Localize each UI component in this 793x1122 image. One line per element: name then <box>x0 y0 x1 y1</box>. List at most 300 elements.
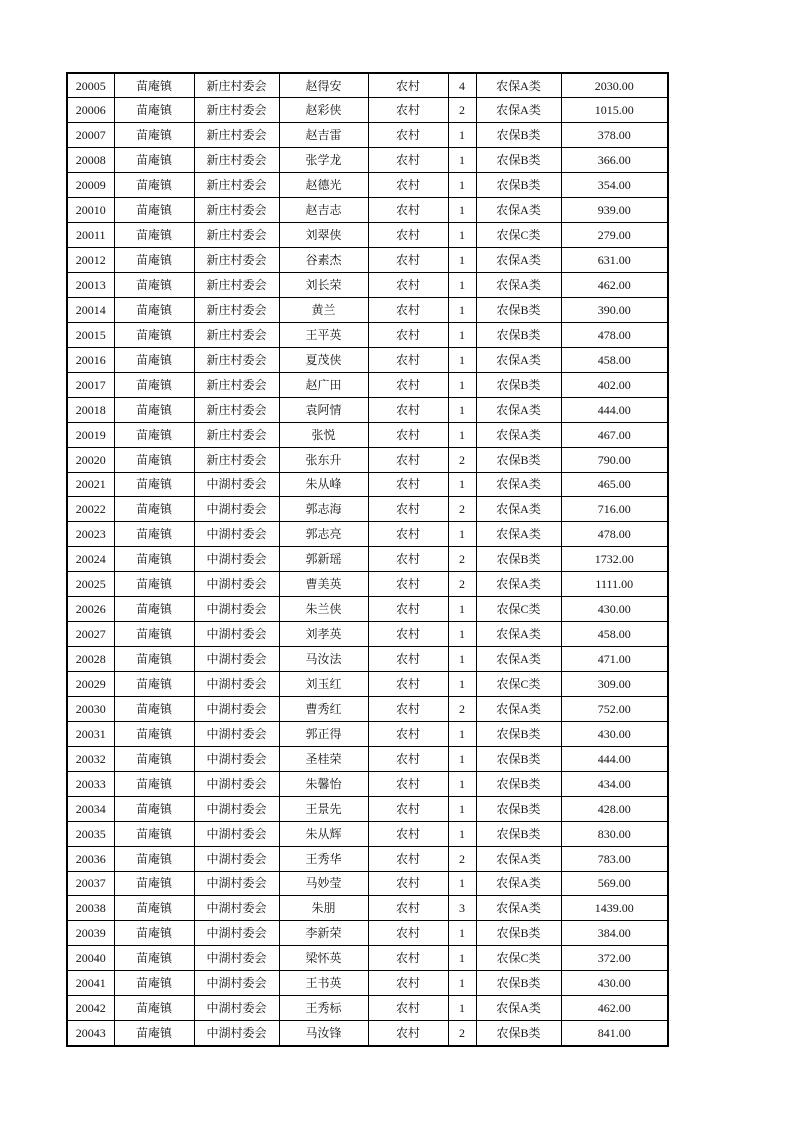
table-row <box>67 148 668 173</box>
cell-person-count: 1 <box>448 971 476 996</box>
cell-household-type: 农村 <box>368 771 448 796</box>
cell-village-committee: 中湖村委会 <box>194 846 279 871</box>
cell-household-type: 农村 <box>368 223 448 248</box>
cell-town: 苗庵镇 <box>114 73 194 98</box>
cell-serial-number: 20041 <box>67 971 114 996</box>
cell-serial-number: 20026 <box>67 597 114 622</box>
cell-household-type: 农村 <box>368 347 448 372</box>
table-row <box>67 821 668 846</box>
cell-serial-number: 20014 <box>67 297 114 322</box>
cell-person-count: 1 <box>448 597 476 622</box>
cell-person-name: 王书英 <box>279 971 368 996</box>
cell-person-count: 1 <box>448 273 476 298</box>
cell-person-name: 郭志海 <box>279 497 368 522</box>
cell-insurance-category: 农保B类 <box>476 921 561 946</box>
cell-village-committee: 新庄村委会 <box>194 322 279 347</box>
cell-person-count: 1 <box>448 198 476 223</box>
cell-insurance-category: 农保B类 <box>476 1021 561 1046</box>
cell-person-name: 刘翠侠 <box>279 223 368 248</box>
table-row <box>67 696 668 721</box>
cell-serial-number: 20022 <box>67 497 114 522</box>
cell-person-name: 马汝锋 <box>279 1021 368 1046</box>
table-row <box>67 223 668 248</box>
cell-town: 苗庵镇 <box>114 98 194 123</box>
cell-village-committee: 中湖村委会 <box>194 696 279 721</box>
cell-serial-number: 20028 <box>67 647 114 672</box>
cell-town: 苗庵镇 <box>114 522 194 547</box>
cell-village-committee: 中湖村委会 <box>194 746 279 771</box>
table-row <box>67 397 668 422</box>
cell-town: 苗庵镇 <box>114 846 194 871</box>
cell-amount: 471.00 <box>561 647 668 672</box>
cell-insurance-category: 农保B类 <box>476 721 561 746</box>
cell-person-name: 张东升 <box>279 447 368 472</box>
cell-amount: 783.00 <box>561 846 668 871</box>
cell-town: 苗庵镇 <box>114 297 194 322</box>
cell-village-committee: 新庄村委会 <box>194 73 279 98</box>
cell-insurance-category: 农保A类 <box>476 622 561 647</box>
cell-village-committee: 新庄村委会 <box>194 223 279 248</box>
cell-town: 苗庵镇 <box>114 173 194 198</box>
cell-household-type: 农村 <box>368 447 448 472</box>
cell-serial-number: 20008 <box>67 148 114 173</box>
records-table-body <box>67 73 668 1046</box>
cell-household-type: 农村 <box>368 946 448 971</box>
cell-amount: 2030.00 <box>561 73 668 98</box>
cell-household-type: 农村 <box>368 821 448 846</box>
cell-village-committee: 新庄村委会 <box>194 297 279 322</box>
cell-amount: 467.00 <box>561 422 668 447</box>
table-row <box>67 522 668 547</box>
table-row <box>67 422 668 447</box>
cell-person-name: 马妙莹 <box>279 871 368 896</box>
cell-insurance-category: 农保B类 <box>476 447 561 472</box>
cell-person-name: 王平英 <box>279 322 368 347</box>
cell-household-type: 农村 <box>368 871 448 896</box>
cell-insurance-category: 农保A类 <box>476 696 561 721</box>
cell-person-name: 张学龙 <box>279 148 368 173</box>
table-row <box>67 622 668 647</box>
cell-insurance-category: 农保A类 <box>476 871 561 896</box>
cell-person-name: 谷素杰 <box>279 248 368 273</box>
cell-household-type: 农村 <box>368 796 448 821</box>
cell-household-type: 农村 <box>368 846 448 871</box>
cell-insurance-category: 农保A类 <box>476 73 561 98</box>
cell-household-type: 农村 <box>368 173 448 198</box>
cell-person-count: 4 <box>448 73 476 98</box>
cell-town: 苗庵镇 <box>114 422 194 447</box>
cell-town: 苗庵镇 <box>114 148 194 173</box>
table-row <box>67 347 668 372</box>
cell-village-committee: 中湖村委会 <box>194 597 279 622</box>
cell-town: 苗庵镇 <box>114 472 194 497</box>
table-row <box>67 98 668 123</box>
cell-amount: 390.00 <box>561 297 668 322</box>
cell-village-committee: 新庄村委会 <box>194 273 279 298</box>
cell-person-name: 赵吉志 <box>279 198 368 223</box>
cell-household-type: 农村 <box>368 297 448 322</box>
cell-serial-number: 20023 <box>67 522 114 547</box>
cell-village-committee: 中湖村委会 <box>194 522 279 547</box>
cell-person-count: 2 <box>448 98 476 123</box>
cell-person-name: 赵广田 <box>279 372 368 397</box>
cell-amount: 462.00 <box>561 273 668 298</box>
cell-person-name: 刘玉红 <box>279 672 368 697</box>
cell-household-type: 农村 <box>368 372 448 397</box>
cell-village-committee: 中湖村委会 <box>194 647 279 672</box>
cell-amount: 458.00 <box>561 347 668 372</box>
table-row <box>67 73 668 98</box>
cell-insurance-category: 农保B类 <box>476 173 561 198</box>
cell-village-committee: 中湖村委会 <box>194 971 279 996</box>
cell-amount: 309.00 <box>561 672 668 697</box>
cell-village-committee: 中湖村委会 <box>194 472 279 497</box>
cell-insurance-category: 农保A类 <box>476 522 561 547</box>
cell-village-committee: 新庄村委会 <box>194 372 279 397</box>
cell-serial-number: 20025 <box>67 572 114 597</box>
cell-serial-number: 20039 <box>67 921 114 946</box>
table-row <box>67 547 668 572</box>
cell-insurance-category: 农保C类 <box>476 597 561 622</box>
cell-town: 苗庵镇 <box>114 397 194 422</box>
table-row <box>67 896 668 921</box>
cell-serial-number: 20006 <box>67 98 114 123</box>
table-row <box>67 1021 668 1046</box>
cell-town: 苗庵镇 <box>114 497 194 522</box>
cell-person-count: 1 <box>448 297 476 322</box>
cell-amount: 430.00 <box>561 597 668 622</box>
cell-amount: 430.00 <box>561 721 668 746</box>
cell-serial-number: 20024 <box>67 547 114 572</box>
cell-serial-number: 20018 <box>67 397 114 422</box>
table-row <box>67 123 668 148</box>
cell-serial-number: 20019 <box>67 422 114 447</box>
cell-person-name: 刘孝英 <box>279 622 368 647</box>
cell-amount: 939.00 <box>561 198 668 223</box>
cell-household-type: 农村 <box>368 273 448 298</box>
cell-serial-number: 20038 <box>67 896 114 921</box>
cell-insurance-category: 农保B类 <box>476 746 561 771</box>
cell-amount: 444.00 <box>561 397 668 422</box>
cell-amount: 790.00 <box>561 447 668 472</box>
cell-serial-number: 20007 <box>67 123 114 148</box>
cell-person-count: 1 <box>448 871 476 896</box>
cell-household-type: 农村 <box>368 1021 448 1046</box>
cell-insurance-category: 农保A类 <box>476 572 561 597</box>
cell-amount: 716.00 <box>561 497 668 522</box>
cell-household-type: 农村 <box>368 522 448 547</box>
cell-village-committee: 中湖村委会 <box>194 871 279 896</box>
cell-serial-number: 20020 <box>67 447 114 472</box>
table-row <box>67 946 668 971</box>
cell-village-committee: 中湖村委会 <box>194 796 279 821</box>
cell-insurance-category: 农保B类 <box>476 971 561 996</box>
cell-household-type: 农村 <box>368 622 448 647</box>
cell-amount: 1111.00 <box>561 572 668 597</box>
cell-amount: 458.00 <box>561 622 668 647</box>
cell-amount: 631.00 <box>561 248 668 273</box>
cell-person-name: 李新荣 <box>279 921 368 946</box>
cell-person-name: 赵德光 <box>279 173 368 198</box>
cell-town: 苗庵镇 <box>114 347 194 372</box>
cell-amount: 478.00 <box>561 522 668 547</box>
cell-household-type: 农村 <box>368 971 448 996</box>
cell-household-type: 农村 <box>368 647 448 672</box>
cell-person-count: 1 <box>448 921 476 946</box>
cell-household-type: 农村 <box>368 123 448 148</box>
cell-town: 苗庵镇 <box>114 896 194 921</box>
cell-amount: 478.00 <box>561 322 668 347</box>
cell-insurance-category: 农保A类 <box>476 647 561 672</box>
cell-person-count: 1 <box>448 622 476 647</box>
cell-household-type: 农村 <box>368 921 448 946</box>
cell-amount: 1015.00 <box>561 98 668 123</box>
table-row <box>67 721 668 746</box>
table-row <box>67 871 668 896</box>
cell-insurance-category: 农保B类 <box>476 123 561 148</box>
cell-town: 苗庵镇 <box>114 273 194 298</box>
cell-serial-number: 20035 <box>67 821 114 846</box>
cell-insurance-category: 农保A类 <box>476 422 561 447</box>
cell-town: 苗庵镇 <box>114 647 194 672</box>
cell-town: 苗庵镇 <box>114 322 194 347</box>
cell-person-count: 1 <box>448 223 476 248</box>
cell-town: 苗庵镇 <box>114 123 194 148</box>
cell-village-committee: 新庄村委会 <box>194 248 279 273</box>
cell-household-type: 农村 <box>368 572 448 597</box>
cell-amount: 430.00 <box>561 971 668 996</box>
cell-village-committee: 中湖村委会 <box>194 547 279 572</box>
cell-insurance-category: 农保B类 <box>476 796 561 821</box>
cell-serial-number: 20040 <box>67 946 114 971</box>
table-row <box>67 297 668 322</box>
cell-person-count: 1 <box>448 248 476 273</box>
cell-person-count: 1 <box>448 422 476 447</box>
cell-person-name: 圣桂荣 <box>279 746 368 771</box>
cell-person-name: 赵吉雷 <box>279 123 368 148</box>
cell-serial-number: 20043 <box>67 1021 114 1046</box>
cell-person-name: 马汝法 <box>279 647 368 672</box>
cell-insurance-category: 农保B类 <box>476 148 561 173</box>
cell-amount: 752.00 <box>561 696 668 721</box>
cell-person-count: 1 <box>448 472 476 497</box>
cell-town: 苗庵镇 <box>114 971 194 996</box>
cell-insurance-category: 农保A类 <box>476 347 561 372</box>
cell-town: 苗庵镇 <box>114 921 194 946</box>
cell-serial-number: 20042 <box>67 996 114 1021</box>
cell-household-type: 农村 <box>368 73 448 98</box>
cell-serial-number: 20037 <box>67 871 114 896</box>
cell-amount: 465.00 <box>561 472 668 497</box>
cell-person-count: 1 <box>448 123 476 148</box>
cell-serial-number: 20012 <box>67 248 114 273</box>
cell-person-name: 刘长荣 <box>279 273 368 298</box>
cell-insurance-category: 农保B类 <box>476 547 561 572</box>
cell-person-count: 2 <box>448 497 476 522</box>
cell-household-type: 农村 <box>368 672 448 697</box>
cell-household-type: 农村 <box>368 597 448 622</box>
cell-village-committee: 中湖村委会 <box>194 996 279 1021</box>
cell-household-type: 农村 <box>368 322 448 347</box>
cell-village-committee: 中湖村委会 <box>194 821 279 846</box>
cell-person-count: 1 <box>448 672 476 697</box>
cell-town: 苗庵镇 <box>114 721 194 746</box>
cell-serial-number: 20017 <box>67 372 114 397</box>
table-row <box>67 372 668 397</box>
table-row <box>67 796 668 821</box>
cell-town: 苗庵镇 <box>114 672 194 697</box>
cell-person-name: 曹秀红 <box>279 696 368 721</box>
cell-village-committee: 中湖村委会 <box>194 572 279 597</box>
cell-village-committee: 新庄村委会 <box>194 397 279 422</box>
cell-village-committee: 新庄村委会 <box>194 173 279 198</box>
table-row <box>67 771 668 796</box>
cell-person-name: 朱从峰 <box>279 472 368 497</box>
cell-insurance-category: 农保A类 <box>476 472 561 497</box>
cell-village-committee: 新庄村委会 <box>194 347 279 372</box>
cell-household-type: 农村 <box>368 497 448 522</box>
cell-serial-number: 20036 <box>67 846 114 871</box>
cell-person-name: 朱朋 <box>279 896 368 921</box>
cell-person-name: 梁怀英 <box>279 946 368 971</box>
cell-insurance-category: 农保A类 <box>476 397 561 422</box>
cell-serial-number: 20005 <box>67 73 114 98</box>
cell-household-type: 农村 <box>368 696 448 721</box>
cell-insurance-category: 农保B类 <box>476 821 561 846</box>
cell-person-count: 1 <box>448 771 476 796</box>
cell-village-committee: 新庄村委会 <box>194 422 279 447</box>
cell-insurance-category: 农保A类 <box>476 198 561 223</box>
cell-household-type: 农村 <box>368 721 448 746</box>
cell-amount: 462.00 <box>561 996 668 1021</box>
cell-amount: 354.00 <box>561 173 668 198</box>
table-row <box>67 497 668 522</box>
cell-household-type: 农村 <box>368 996 448 1021</box>
cell-town: 苗庵镇 <box>114 198 194 223</box>
cell-person-name: 袁阿情 <box>279 397 368 422</box>
cell-person-count: 2 <box>448 572 476 597</box>
cell-household-type: 农村 <box>368 198 448 223</box>
cell-amount: 569.00 <box>561 871 668 896</box>
cell-town: 苗庵镇 <box>114 447 194 472</box>
cell-town: 苗庵镇 <box>114 1021 194 1046</box>
cell-person-count: 1 <box>448 372 476 397</box>
cell-person-count: 2 <box>448 447 476 472</box>
cell-amount: 434.00 <box>561 771 668 796</box>
cell-town: 苗庵镇 <box>114 746 194 771</box>
cell-town: 苗庵镇 <box>114 223 194 248</box>
cell-person-count: 1 <box>448 522 476 547</box>
cell-amount: 372.00 <box>561 946 668 971</box>
cell-person-name: 郭正得 <box>279 721 368 746</box>
cell-person-name: 朱馨怡 <box>279 771 368 796</box>
cell-person-count: 1 <box>448 148 476 173</box>
cell-person-name: 王景先 <box>279 796 368 821</box>
cell-amount: 428.00 <box>561 796 668 821</box>
cell-person-count: 1 <box>448 322 476 347</box>
cell-town: 苗庵镇 <box>114 696 194 721</box>
cell-household-type: 农村 <box>368 148 448 173</box>
cell-town: 苗庵镇 <box>114 871 194 896</box>
cell-town: 苗庵镇 <box>114 771 194 796</box>
cell-household-type: 农村 <box>368 248 448 273</box>
cell-serial-number: 20009 <box>67 173 114 198</box>
cell-town: 苗庵镇 <box>114 996 194 1021</box>
cell-person-count: 1 <box>448 647 476 672</box>
cell-insurance-category: 农保B类 <box>476 771 561 796</box>
cell-village-committee: 中湖村委会 <box>194 921 279 946</box>
table-row <box>67 647 668 672</box>
cell-serial-number: 20013 <box>67 273 114 298</box>
cell-insurance-category: 农保C类 <box>476 223 561 248</box>
cell-insurance-category: 农保A类 <box>476 996 561 1021</box>
table-row <box>67 173 668 198</box>
cell-person-count: 1 <box>448 721 476 746</box>
cell-insurance-category: 农保B类 <box>476 322 561 347</box>
cell-town: 苗庵镇 <box>114 796 194 821</box>
cell-amount: 279.00 <box>561 223 668 248</box>
cell-person-name: 王秀华 <box>279 846 368 871</box>
cell-amount: 444.00 <box>561 746 668 771</box>
cell-serial-number: 20029 <box>67 672 114 697</box>
cell-serial-number: 20021 <box>67 472 114 497</box>
cell-person-count: 3 <box>448 896 476 921</box>
table-row <box>67 248 668 273</box>
cell-person-count: 2 <box>448 696 476 721</box>
cell-person-count: 1 <box>448 996 476 1021</box>
cell-town: 苗庵镇 <box>114 946 194 971</box>
table-row <box>67 273 668 298</box>
cell-village-committee: 中湖村委会 <box>194 672 279 697</box>
cell-insurance-category: 农保A类 <box>476 98 561 123</box>
cell-amount: 1439.00 <box>561 896 668 921</box>
cell-person-count: 2 <box>448 1021 476 1046</box>
cell-person-count: 1 <box>448 821 476 846</box>
cell-serial-number: 20011 <box>67 223 114 248</box>
cell-town: 苗庵镇 <box>114 248 194 273</box>
cell-household-type: 农村 <box>368 746 448 771</box>
cell-person-name: 王秀标 <box>279 996 368 1021</box>
table-row <box>67 198 668 223</box>
cell-household-type: 农村 <box>368 98 448 123</box>
cell-amount: 830.00 <box>561 821 668 846</box>
cell-insurance-category: 农保A类 <box>476 896 561 921</box>
cell-serial-number: 20030 <box>67 696 114 721</box>
table-row <box>67 746 668 771</box>
cell-person-name: 张悦 <box>279 422 368 447</box>
cell-amount: 384.00 <box>561 921 668 946</box>
table-row <box>67 672 668 697</box>
cell-amount: 402.00 <box>561 372 668 397</box>
cell-town: 苗庵镇 <box>114 572 194 597</box>
cell-person-name: 曹美英 <box>279 572 368 597</box>
cell-insurance-category: 农保A类 <box>476 273 561 298</box>
cell-serial-number: 20015 <box>67 322 114 347</box>
cell-insurance-category: 农保A类 <box>476 248 561 273</box>
cell-insurance-category: 农保A类 <box>476 497 561 522</box>
cell-amount: 378.00 <box>561 123 668 148</box>
cell-village-committee: 新庄村委会 <box>194 148 279 173</box>
cell-serial-number: 20010 <box>67 198 114 223</box>
cell-person-name: 郭志亮 <box>279 522 368 547</box>
table-row <box>67 971 668 996</box>
cell-serial-number: 20034 <box>67 796 114 821</box>
table-row <box>67 322 668 347</box>
cell-person-count: 2 <box>448 846 476 871</box>
cell-person-name: 黄兰 <box>279 297 368 322</box>
cell-village-committee: 新庄村委会 <box>194 123 279 148</box>
table-row <box>67 996 668 1021</box>
